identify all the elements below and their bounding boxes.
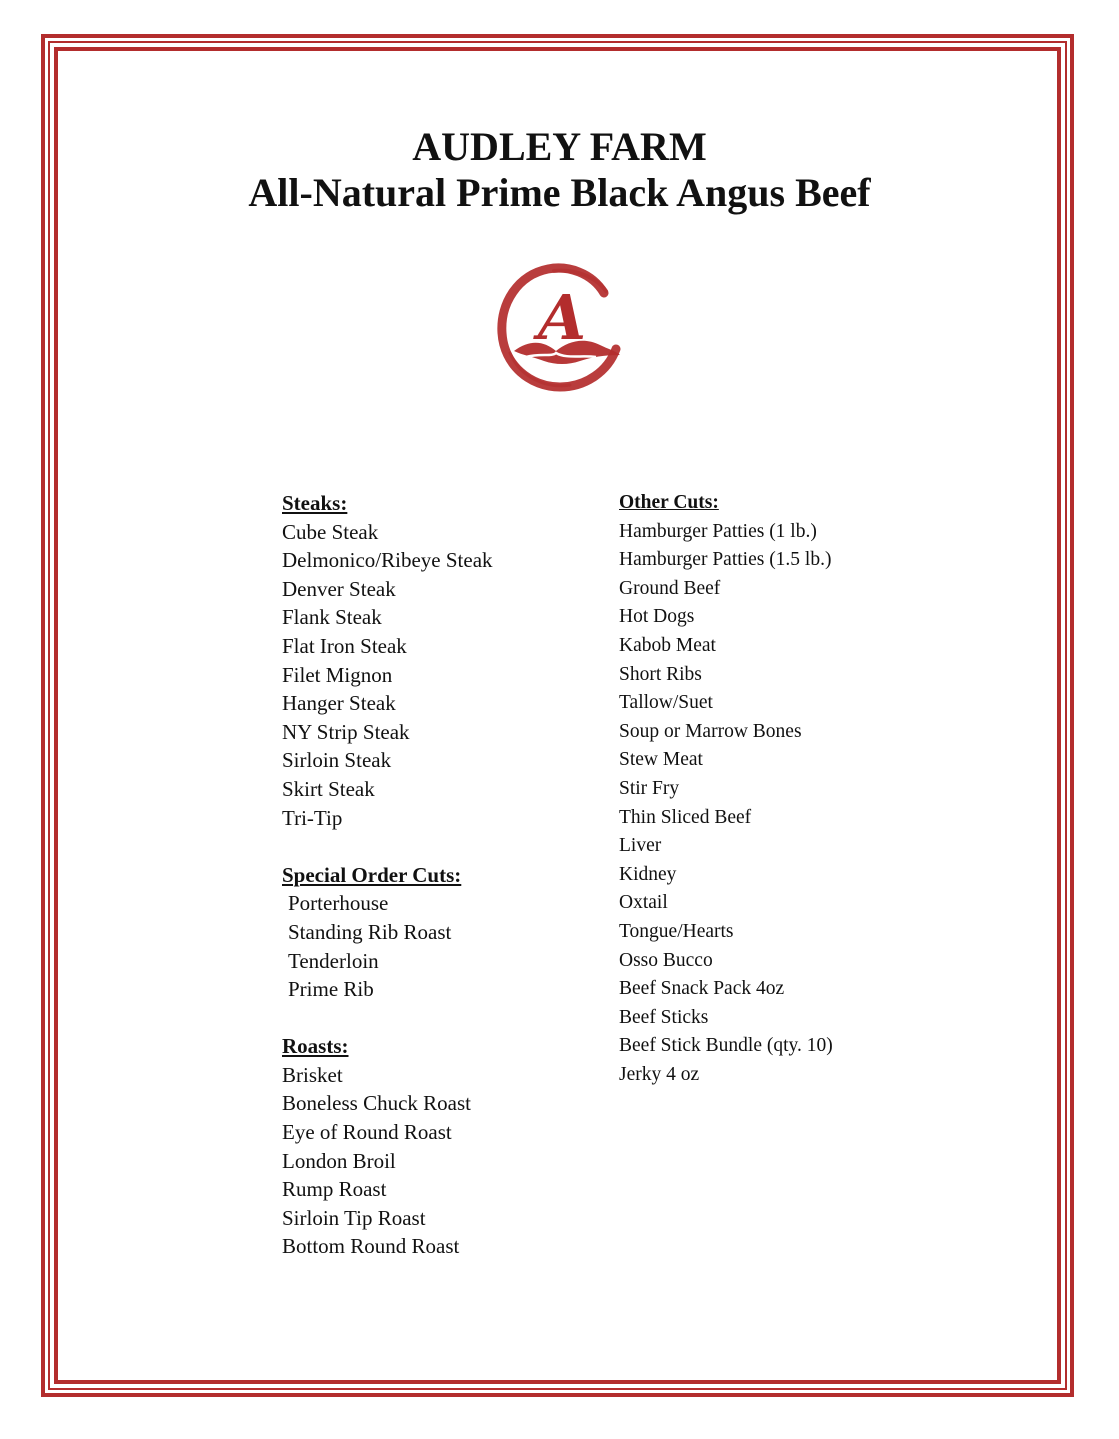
list-item: Kidney bbox=[619, 863, 677, 885]
list-item: Kabob Meat bbox=[619, 634, 716, 656]
logo-letter: A bbox=[537, 281, 587, 354]
list-item: Standing Rib Roast bbox=[288, 919, 452, 944]
special-order-heading: Special Order Cuts: bbox=[282, 862, 462, 887]
list-item: NY Strip Steak bbox=[282, 719, 410, 744]
list-item: Soup or Marrow Bones bbox=[619, 720, 802, 742]
steaks-heading: Steaks: bbox=[282, 491, 348, 515]
left-column bbox=[282, 489, 582, 1261]
list-item: Prime Rib bbox=[288, 977, 374, 1002]
list-item: Tongue/Hearts bbox=[619, 920, 734, 942]
right-column bbox=[619, 489, 939, 1089]
steaks-list bbox=[282, 518, 582, 833]
list-item: Ground Beef bbox=[619, 577, 721, 599]
other-cuts-list bbox=[619, 518, 939, 1090]
list-item: Liver bbox=[619, 835, 662, 857]
list-item: Beef Sticks bbox=[619, 1006, 709, 1028]
section-gap bbox=[282, 1004, 582, 1033]
list-item: Hamburger Patties (1.5 lb.) bbox=[619, 549, 832, 571]
other-cuts-heading: Other Cuts: bbox=[619, 492, 719, 513]
list-item: Delmonico/Ribeye Steak bbox=[282, 548, 493, 573]
section-gap bbox=[282, 832, 582, 861]
list-item: Stew Meat bbox=[619, 749, 703, 771]
special-order-list bbox=[282, 889, 582, 1003]
list-item: London Broil bbox=[282, 1148, 396, 1173]
list-item: Short Ribs bbox=[619, 663, 702, 685]
list-item: Hamburger Patties (1 lb.) bbox=[619, 520, 817, 542]
list-item: Porterhouse bbox=[288, 891, 389, 916]
list-item: Brisket bbox=[282, 1062, 343, 1087]
list-item: Stir Fry bbox=[619, 777, 680, 799]
list-item: Bottom Round Roast bbox=[282, 1234, 460, 1259]
list-item: Rump Roast bbox=[282, 1177, 387, 1202]
list-item: Hanger Steak bbox=[282, 691, 396, 716]
list-item: Filet Mignon bbox=[282, 662, 393, 687]
roasts-list bbox=[282, 1061, 582, 1261]
list-item: Tenderloin bbox=[288, 948, 379, 973]
audley-farm-logo bbox=[496, 261, 622, 393]
list-item: Beef Snack Pack 4oz bbox=[619, 978, 785, 1000]
list-item: Hot Dogs bbox=[619, 606, 695, 628]
list-item: Beef Stick Bundle (qty. 10) bbox=[619, 1035, 833, 1057]
roasts-heading: Roasts: bbox=[282, 1034, 349, 1059]
list-item: Boneless Chuck Roast bbox=[282, 1091, 471, 1116]
list-item: Denver Steak bbox=[282, 576, 396, 601]
list-item: Oxtail bbox=[619, 892, 668, 914]
list-item: Skirt Steak bbox=[282, 776, 375, 801]
page-title: AUDLEY FARM bbox=[412, 124, 707, 169]
list-item: Jerky 4 oz bbox=[619, 1063, 700, 1085]
list-item: Cube Steak bbox=[282, 519, 379, 544]
list-item: Flat Iron Steak bbox=[282, 633, 407, 658]
list-item: Sirloin Tip Roast bbox=[282, 1205, 426, 1230]
list-item: Tri-Tip bbox=[282, 805, 343, 830]
list-item: Thin Sliced Beef bbox=[619, 806, 752, 828]
list-item: Osso Bucco bbox=[619, 949, 713, 971]
list-item: Tallow/Suet bbox=[619, 692, 713, 714]
list-item: Sirloin Steak bbox=[282, 748, 392, 773]
list-item: Eye of Round Roast bbox=[282, 1120, 452, 1145]
list-item: Flank Steak bbox=[282, 605, 382, 630]
title-block bbox=[0, 124, 1119, 216]
page-subtitle: All-Natural Prime Black Angus Beef bbox=[248, 170, 871, 215]
